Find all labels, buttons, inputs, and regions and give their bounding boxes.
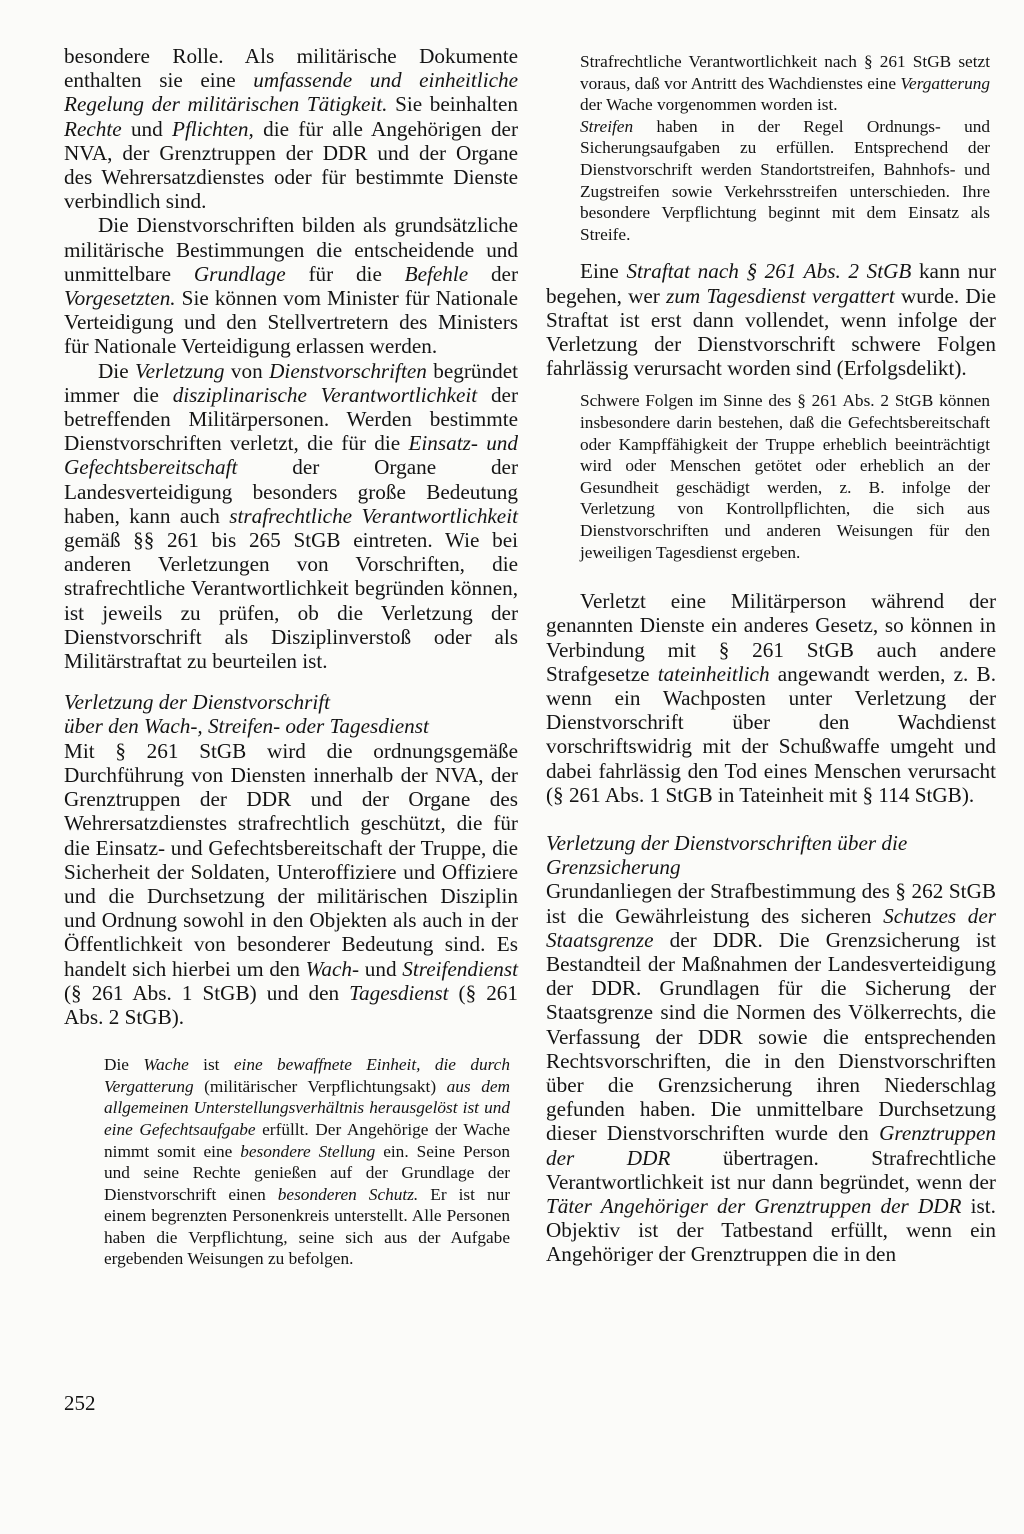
section-heading: über den Wach-, Streifen- oder Tagesdienst (64, 714, 429, 739)
emphasis: Pflichten, (172, 116, 254, 141)
page-number: 252 (64, 1391, 96, 1415)
paragraph: besondere Rolle. Als militärische Dokumente enthalten sie eine umfassende und einheitliche Regelung der militärischen Tätigkeit. Sie beinhalten Rechte und Pflichten, die für alle Angehörigen der NVA, der Grenztruppen der DDR und der Organe des Wehrersatzdienstes oder für bestimmte Dienste verbindlich sind. (64, 44, 518, 214)
note-block (580, 51, 990, 245)
emphasis: Grenztruppen der DDR (546, 1121, 996, 1170)
note-paragraph: Strafrechtliche Verantwortlichkeit nach § 261 StGB setzt voraus, daß vor Antritt des Wachdienstes eine Vergatterung der Wache vorgenommen worden ist. (580, 52, 990, 115)
emphasis: Grundlage (193, 261, 286, 286)
emphasis: Befehle (404, 261, 469, 286)
note-paragraph: Schwere Folgen im Sinne des § 261 Abs. 2 StGB können insbesondere darin bestehen, daß die Gefechtsbereitschaft oder Kampffähigkeit der Truppe erheblich beeinträchtigt wird oder Menschen getötet oder erheblich an der Gesundheit geschädigt werden, z. B. infolge der Verletzung von Kontrollpflichten, die sich aus Dienstvorschriften und anderen Weisungen für den jeweiligen Tagesdienst ergeben. (580, 391, 990, 562)
emphasis: Täter Angehöriger der Grenztruppen der DDR (546, 1193, 962, 1218)
emphasis: Wach- (305, 956, 360, 981)
emphasis: besonderen Schutz. (277, 1184, 419, 1204)
paragraph: Mit § 261 StGB wird die ordnungsgemäße Durchführung von Diensten innerhalb der NVA, der Grenztruppen der DDR und der Organe des Wehrersatzdienstes strafrechtlich geschützt, die für die Einsatz- und Gefechtsbereitschaft der Truppe, die Sicherheit der Soldaten, Unteroffiziere und Offiziere und die Durchsetzung der militärischen Disziplin und Ordnung sowohl in den Objekten als auch in der Öffentlichkeit von besonderer Bedeutung sind. Es handelt sich hierbei um den Wach- und Streifendienst (§ 261 Abs. 1 StGB) und den Tagesdienst (§ 261 Abs. 2 StGB). (64, 738, 518, 1029)
left-column (64, 44, 518, 1270)
emphasis: Straftat nach § 261 Abs. 2 StGB (626, 259, 912, 284)
paragraph: Grundanliegen der Strafbestimmung des § 262 StGB ist die Gewährleistung des sicheren Schutzes der Staatsgrenze der DDR. Die Grenzsicherung ist Bestandteil der Maßnahmen der Landesverteidigung der DDR. Grundlagen für die Sicherung der Staatsgrenze sind die Normen des Völkerrechts, die Verfassung der DDR sowie die entsprechenden Rechtsvorschriften, die in den Dienstvorschriften über die Grenzsicherung ihren Niederschlag gefunden haben. Die unmittelbare Durchsetzung dieser Dienstvorschriften wurde den Grenztruppen der DDR übertragen. Strafrechtliche Verantwortlichkeit ist nur dann begründet, wenn der Täter Angehöriger der Grenztruppen der DDR ist. Objektiv ist der Tatbestand erfüllt, wenn ein Angehöriger der Grenztruppen die in den (546, 879, 996, 1267)
paragraph: Die Verletzung von Dienstvorschriften begründet immer die disziplinarische Verantwortlichkeit der betreffenden Militärpersonen. Werden bestimmte Dienstvorschriften verletzt, die für die Einsatz- und Gefechtsbereitschaft der Organe der Landesverteidigung besonders große Bedeutung haben, kann auch strafrechtliche Verantwortlichkeit gemäß §§ 261 bis 265 StGB eintreten. Wie bei anderen Verletzungen von Vorschriften, die strafrechtliche Verantwortlichkeit begründen können, ist jeweils zu prüfen, ob die Verletzung der Dienstvorschrift als Disziplinverstoß oder als Militärstraftat zu beurteilen ist. (64, 358, 518, 674)
emphasis: Dienstvorschriften (269, 358, 427, 383)
emphasis: aus dem allgemeinen Unterstellungsverhältnis herausgelöst ist und eine Gefechtsaufgabe (104, 1076, 510, 1139)
emphasis: Vergatterung (900, 73, 990, 93)
emphasis: Tagesdienst (349, 980, 449, 1005)
emphasis: strafrechtliche Verantwortlichkeit (229, 503, 518, 528)
emphasis: Schutzes der Staatsgrenze (546, 903, 996, 952)
note-paragraph: Die Wache ist eine bewaffnete Einheit, die durch Vergatterung (militärischer Verpflichtungsakt) aus dem allgemeinen Unterstellungsverhältnis herausgelöst ist und eine Gefechtsaufgabe erfüllt. Der Angehörige der Wache nimmt somit eine besondere Stellung ein. Seine Person und seine Rechte genießen auf der Grundlage der Dienstvorschrift einen besonderen Schutz. Er ist nur einem begrenzten Personenkreis unterstellt. Alle Personen haben die Verpflichtung, seine sich aus der Aufgabe ergebenden Weisungen zu befolgen. (104, 1055, 511, 1269)
note-block (580, 390, 990, 563)
emphasis: Verletzung (135, 358, 225, 383)
emphasis: disziplinarische Verantwortlichkeit (172, 382, 478, 407)
right-column (546, 51, 996, 1267)
emphasis: Wache (143, 1055, 189, 1075)
section-heading: Verletzung der Dienstvorschriften über die Grenzsicherung (546, 830, 908, 880)
section-heading: Verletzung der Dienstvorschrift (64, 690, 330, 715)
emphasis: besondere Stellung (240, 1141, 376, 1161)
emphasis: Einsatz- und Gefechtsbereitschaft (64, 431, 518, 480)
emphasis: umfassende und einheitliche Regelung der militärischen Tätigkeit. (64, 68, 518, 117)
paragraph: Verletzt eine Militärperson während der genannten Dienste ein anderes Gesetz, so können in Verbindung mit § 261 StGB auch andere Strafgesetze tateinheitlich angewandt werden, z. B. wenn ein Wachposten unter Verletzung der Dienstvorschrift über den Wachdienst vorschriftswidrig mit der Schußwaffe umgeht und dabei fahrlässig den Tod eines Menschen verursacht (§ 261 Abs. 1 StGB in Tateinheit mit § 114 StGB). (546, 589, 996, 807)
note-block (104, 1054, 510, 1270)
emphasis: eine bewaffnete Einheit, die durch Vergatterung (104, 1055, 510, 1096)
emphasis: Vorgesetzten. (64, 286, 176, 311)
emphasis: Streifendienst (402, 956, 518, 981)
emphasis: tateinheitlich (657, 661, 770, 686)
emphasis: Streifen (580, 116, 634, 136)
paragraph: Die Dienstvorschriften bilden als grundsätzliche militärische Bestimmungen die entscheidende und unmittelbare Grundlage für die Befehle der Vorgesetzten. Sie können vom Minister für Nationale Verteidigung und den Stellvertretern des Ministers für Nationale Verteidigung erlassen werden. (64, 213, 519, 359)
emphasis: Rechte (64, 116, 122, 141)
emphasis: zum Tagesdienst vergattert (666, 283, 895, 308)
paragraph: Eine Straftat nach § 261 Abs. 2 StGB kann nur begehen, wer zum Tagesdienst vergattert wurde. Die Straftat ist erst dann vollendet, wenn infolge der Verletzung der Dienstvorschrift schwere Folgen fahrlässig verursacht worden sind (Erfolgsdelikt). (546, 259, 996, 381)
note-paragraph: Streifen haben in der Regel Ordnungs- und Sicherungsaufgaben zu erfüllen. Entsprechend der Dienstvorschrift werden Standortstreifen, Bahnhofs- und Zugstreifen sowie Verkehrsstreifen unterschieden. Ihre besondere Verpflichtung beginnt mit dem Einsatz als Streife. (580, 116, 990, 244)
